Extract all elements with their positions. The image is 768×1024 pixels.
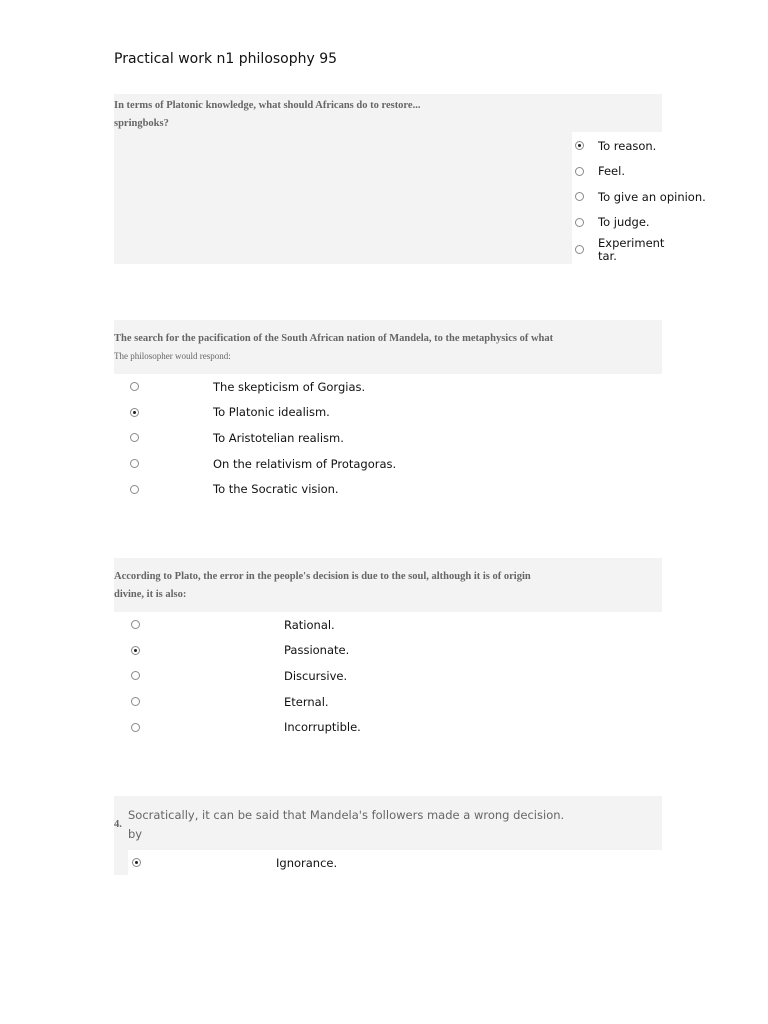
question-3-text-line1: According to Plato, the error in the people's decision is due to the soul, although it is of origin (114, 571, 531, 582)
question-4-text-line2: by (128, 827, 143, 841)
question-4-number: 4. (114, 819, 122, 830)
q2-option-4-radio[interactable] (130, 459, 139, 468)
question-2-header (114, 320, 662, 374)
q3-option-2-label: Passionate. (284, 643, 350, 657)
question-2-options (128, 374, 662, 502)
q3-option-4-label: Eternal. (284, 695, 329, 709)
q2-option-4-label: On the relativism of Protagoras. (213, 457, 397, 471)
q4-option-1-label: Ignorance. (276, 856, 338, 870)
q3-option-3-radio[interactable] (131, 671, 140, 680)
question-1 (114, 94, 706, 264)
q2-option-5-label: To the Socratic vision. (213, 482, 339, 496)
q2-option-1-label: The skepticism of Gorgias. (213, 380, 366, 394)
question-3-text-line2: divine, it is also: (114, 589, 187, 600)
q2-option-5-radio[interactable] (130, 485, 139, 494)
q3-option-5-label: Incorruptible. (284, 720, 361, 734)
q4-option-1-radio[interactable] (132, 858, 141, 867)
q1-option-4-radio[interactable] (575, 218, 584, 227)
question-2 (114, 320, 662, 502)
q2-option-1-radio[interactable] (130, 382, 139, 391)
question-1-text-line1: In terms of Platonic knowledge, what should Africans do to restore... (114, 100, 421, 111)
question-3-options (128, 612, 662, 740)
q1-option-2-radio[interactable] (575, 167, 584, 176)
question-4-text-line1: Socratically, it can be said that Mandela's followers made a wrong decision. (128, 808, 565, 822)
q3-option-1-label: Rational. (284, 618, 335, 632)
question-2-text-line2: The philosopher would respond: (114, 351, 231, 361)
page-title: Practical work n1 philosophy 95 (114, 51, 338, 67)
question-3-header (114, 558, 662, 612)
q3-option-2-radio[interactable] (131, 646, 140, 655)
q1-option-4-label: To judge. (598, 215, 650, 229)
q1-option-5-label: Experiment tar. (598, 236, 665, 263)
q3-option-5-radio[interactable] (131, 723, 140, 732)
question-3 (114, 558, 662, 740)
q2-option-3-label: To Aristotelian realism. (213, 431, 344, 445)
question-1-text-line2: springboks? (114, 118, 169, 129)
q1-option-3-label: To give an opinion. (598, 190, 706, 204)
question-4-options (128, 850, 662, 875)
q2-option-2-radio[interactable] (130, 408, 139, 417)
q3-option-1-radio[interactable] (131, 620, 140, 629)
q3-option-4-radio[interactable] (131, 697, 140, 706)
question-4 (114, 796, 662, 875)
q1-option-3-radio[interactable] (575, 192, 584, 201)
q3-option-3-label: Discursive. (284, 669, 348, 683)
q2-option-3-radio[interactable] (130, 433, 139, 442)
q2-option-2-label: To Platonic idealism. (213, 405, 330, 419)
q1-option-1-label: To reason. (598, 139, 657, 153)
q1-option-5-radio[interactable] (575, 245, 584, 254)
q1-option-2-label: Feel. (598, 164, 625, 178)
q1-option-1-radio[interactable] (575, 141, 584, 150)
question-2-text-line1: The search for the pacification of the South African nation of Mandela, to the metaphysics of what (114, 333, 554, 344)
